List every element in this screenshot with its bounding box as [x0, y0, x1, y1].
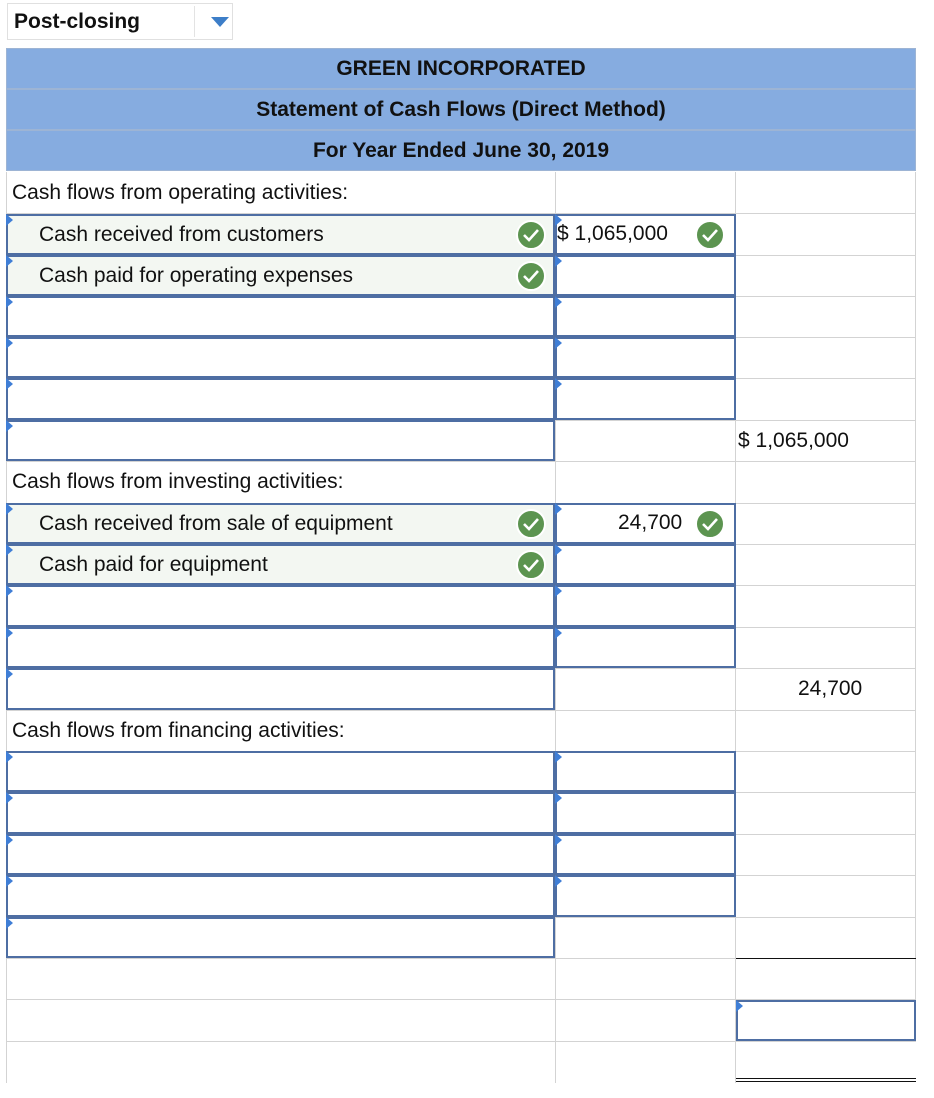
investing-item3-label-field[interactable] [6, 585, 555, 627]
dropdown-marker-icon [555, 792, 562, 804]
investing-item4-label-field[interactable] [6, 627, 555, 668]
financing-item3-amount-field[interactable] [555, 834, 736, 875]
dropdown-marker-icon [555, 503, 562, 515]
dropdown-marker-icon [6, 337, 13, 349]
statement-title: Statement of Cash Flows (Direct Method) [6, 89, 916, 130]
dropdown-marker-icon [555, 834, 562, 846]
checkmark-icon [516, 550, 546, 580]
field-text: Cash received from sale of equipment [39, 512, 393, 535]
checkmark-icon [695, 220, 725, 250]
dropdown-marker-icon [6, 792, 13, 804]
dropdown-selected-value: Post-closing [14, 10, 141, 33]
net-change-amount-field[interactable] [736, 1000, 916, 1041]
investing-item1-amount: 24,700 [618, 511, 683, 534]
dropdown-marker-icon [6, 917, 13, 929]
cash-flow-statement [6, 48, 916, 1083]
checkmark-icon [516, 509, 546, 539]
subtotal-underline [736, 958, 916, 959]
investing-item4-amount-field[interactable] [555, 627, 736, 668]
dropdown-marker-icon [555, 544, 562, 556]
operating-heading: Cash flows from operating activities: [12, 181, 349, 204]
dropdown-marker-icon [555, 337, 562, 349]
dropdown-marker-icon [6, 875, 13, 887]
dropdown-marker-icon [6, 503, 13, 515]
dropdown-marker-icon [736, 1000, 743, 1012]
investing-item3-amount-field[interactable] [555, 585, 736, 627]
dropdown-marker-icon [6, 378, 13, 390]
dropdown-marker-icon [555, 585, 562, 597]
operating-item3-amount-field[interactable] [555, 296, 736, 337]
dropdown-marker-icon [6, 751, 13, 763]
statement-type-dropdown[interactable] [7, 3, 233, 40]
financing-item3-label-field[interactable] [6, 834, 555, 875]
investing-item2-label-field[interactable] [6, 544, 555, 585]
dropdown-marker-icon [6, 255, 13, 267]
dropdown-marker-icon [6, 585, 13, 597]
checkmark-icon [695, 509, 725, 539]
field-text: Cash received from customers [39, 223, 324, 246]
checkmark-icon [516, 261, 546, 291]
investing-item1-label-field[interactable] [6, 503, 555, 544]
double-underline-top [736, 1078, 916, 1079]
operating-item5-amount-field[interactable] [555, 378, 736, 420]
dropdown-marker-icon [6, 544, 13, 556]
grid-line [6, 461, 916, 462]
financing-item4-label-field[interactable] [6, 875, 555, 917]
company-name: GREEN INCORPORATED [6, 48, 916, 89]
dropdown-marker-icon [555, 875, 562, 887]
dropdown-marker-icon [555, 378, 562, 390]
financing-item2-label-field[interactable] [6, 792, 555, 834]
dropdown-marker-icon [555, 627, 562, 639]
field-text: Cash paid for operating expenses [39, 264, 354, 287]
dropdown-marker-icon [6, 420, 13, 432]
operating-item1-label-field[interactable] [6, 214, 555, 255]
grid-line [915, 172, 916, 1042]
operating-item5-label-field[interactable] [6, 378, 555, 420]
statement-period: For Year Ended June 30, 2019 [6, 130, 916, 171]
operating-item1-amount: $ 1,065,000 [557, 222, 668, 245]
operating-item3-label-field[interactable] [6, 296, 555, 337]
dropdown-marker-icon [555, 255, 562, 267]
grid-line [6, 1041, 916, 1042]
operating-total-label-field[interactable] [6, 420, 555, 461]
dropdown-divider [194, 6, 195, 37]
dropdown-marker-icon [6, 668, 13, 680]
dropdown-marker-icon [6, 296, 13, 308]
operating-item4-amount-field[interactable] [555, 337, 736, 378]
investing-item2-amount-field[interactable] [555, 544, 736, 585]
financing-heading: Cash flows from financing activities: [12, 719, 345, 742]
investing-total-label-field[interactable] [6, 668, 555, 710]
operating-total-amount: $ 1,065,000 [738, 429, 849, 452]
financing-total-label-field[interactable] [6, 917, 555, 958]
dropdown-marker-icon [555, 296, 562, 308]
operating-item4-label-field[interactable] [6, 337, 555, 378]
dropdown-marker-icon [6, 627, 13, 639]
dropdown-marker-icon [6, 214, 13, 226]
field-text: Cash paid for equipment [39, 553, 268, 576]
financing-item2-amount-field[interactable] [555, 792, 736, 834]
operating-item2-amount-field[interactable] [555, 255, 736, 296]
dropdown-marker-icon [555, 751, 562, 763]
chevron-down-icon[interactable] [211, 17, 229, 27]
dropdown-marker-icon [6, 834, 13, 846]
investing-total-amount: 24,700 [798, 677, 863, 700]
operating-item2-label-field[interactable] [6, 255, 555, 296]
investing-heading: Cash flows from investing activities: [12, 470, 344, 493]
financing-item1-label-field[interactable] [6, 751, 555, 792]
checkmark-icon [516, 220, 546, 250]
financing-item1-amount-field[interactable] [555, 751, 736, 792]
double-underline-bottom [736, 1081, 916, 1082]
grid-line [6, 710, 916, 711]
financing-item4-amount-field[interactable] [555, 875, 736, 917]
